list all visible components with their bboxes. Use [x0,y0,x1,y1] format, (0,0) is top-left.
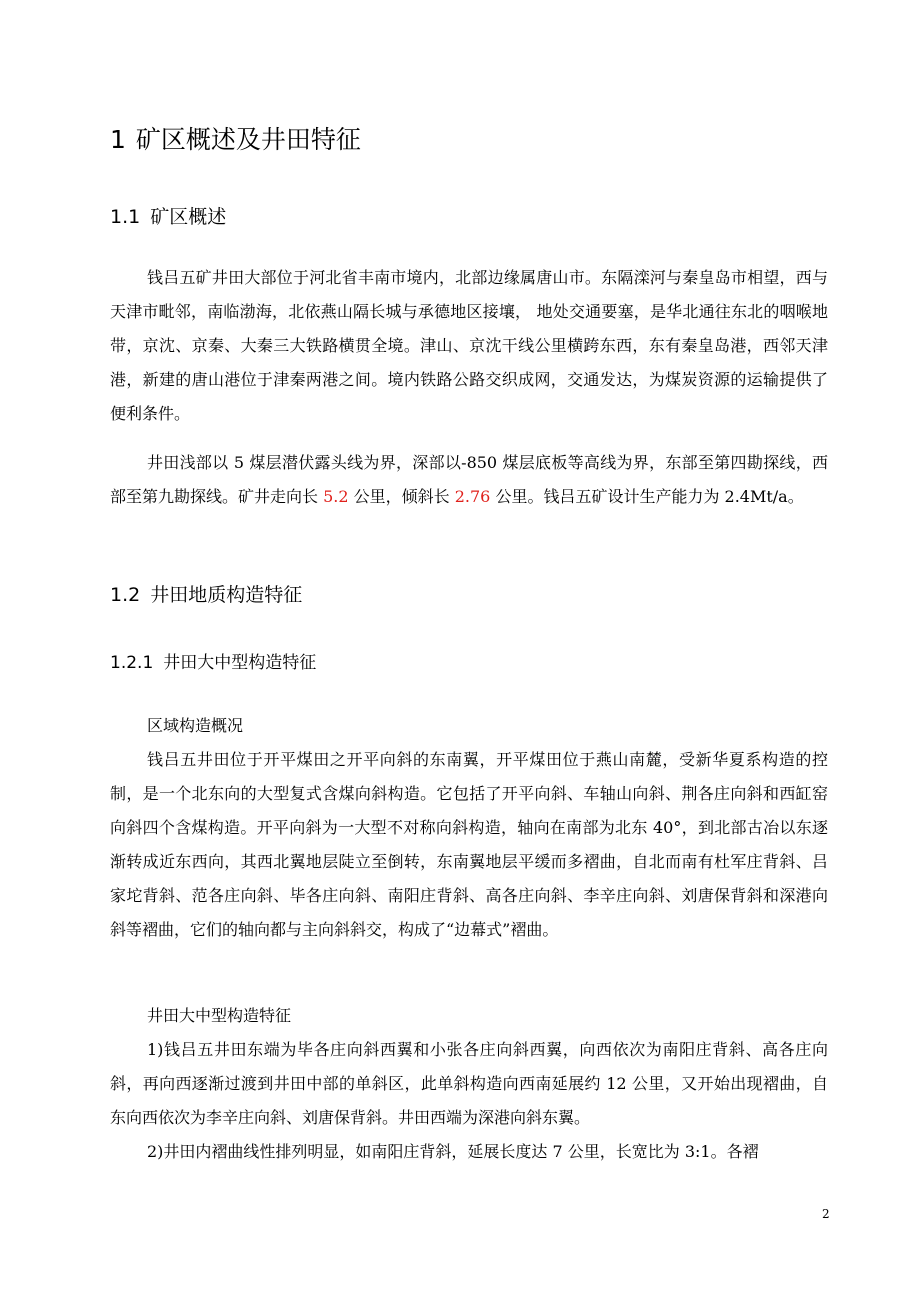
section-number: 1.2 [110,584,141,606]
section-number: 1.1 [110,206,141,228]
subsection-title: 井田大中型构造特征 [163,653,317,673]
section-heading-1-1 [110,202,226,232]
dip-length-value: 2.76 [454,487,491,506]
strike-length-value: 5.2 [323,487,349,506]
paragraph-regional-structure: 钱吕五井田位于开平煤田之开平向斜的东南翼，开平煤田位于燕山南麓，受新华夏系构造的控制，是一个北东向的大型复式含煤向斜构造。它包括了开平向斜、车轴山向斜、荆各庄向斜和西缸窑向斜四个含煤构造。开平向斜为一大型不对称向斜构造，轴向在南部为北东 40°，到北部古冶以东逐渐转成近东西向，其西北翼地层陡立至倒转，东南翼地层平缓而多褶曲，自北而南有杜军庄背斜、吕家坨背斜、范各庄向斜、毕各庄向斜、南阳庄背斜、高各庄向斜、李辛庄向斜、刘唐保背斜和深港向斜等褶曲，它们的轴向都与主向斜斜交，构成了“边幕式”褶曲。 [110,750,828,939]
section-title: 矿区概述 [150,206,227,228]
chapter-number: 1 [110,125,126,154]
paragraph-structure-2: 2)井田内褶曲线性排列明显，如南阳庄背斜，延展长度达 7 公里，长宽比为 3:1。各褶 [147,1142,759,1161]
paragraph-structure-1: 1)钱吕五井田东端为毕各庄向斜西翼和小张各庄向斜西翼，向西依次为南阳庄背斜、高各庄向斜，再向西逐渐过渡到井田中部的单斜区，此单斜构造向西南延展约 12 公里，又开始出现褶曲，自东向西依次为李辛庄向斜、刘唐保背斜。井田西端为深港向斜东翼。 [110,1040,828,1127]
page-number: 2 [822,1207,830,1221]
paragraph-text: 公里。钱吕五矿设计生产能力为 2.4Mt/a。 [490,487,804,506]
paragraph-text: 井田浅部以 5 煤层潜伏露头线为界，深部以-850 煤层底板等高线为界，东部至第四勘探线，西部至第九勘探线。矿井走向长 [110,453,828,506]
paragraph-boundaries [110,446,828,514]
paragraph-overview: 钱吕五矿井田大部位于河北省丰南市境内，北部边缘属唐山市。东隔滦河与秦皇岛市相望，西与天津市毗邻，南临渤海，北依燕山隔长城与承德地区接壤， 地处交通要塞，是华北通往东北的咽喉地带，京沈、京秦、大秦三大铁路横贯全境。津山、京沈干线公里横跨东西，东有秦皇岛港，西邻天津港，新建的唐山港位于津秦两港之间。境内铁路公路交织成网，交通发达，为煤炭资源的运输提供了便利条件。 [110,268,828,423]
paragraph-text: 公里，倾斜长 [348,487,455,506]
chapter-heading [110,120,361,160]
subheading-field-structure: 井田大中型构造特征 [147,1006,292,1025]
section-title: 井田地质构造特征 [150,584,303,606]
subheading-regional-structure: 区域构造概况 [147,716,244,735]
section-heading-1-2 [110,580,302,610]
subsection-number: 1.2.1 [110,653,154,673]
subsection-heading-1-2-1 [110,648,316,678]
chapter-title: 矿区概述及井田特征 [135,125,361,154]
